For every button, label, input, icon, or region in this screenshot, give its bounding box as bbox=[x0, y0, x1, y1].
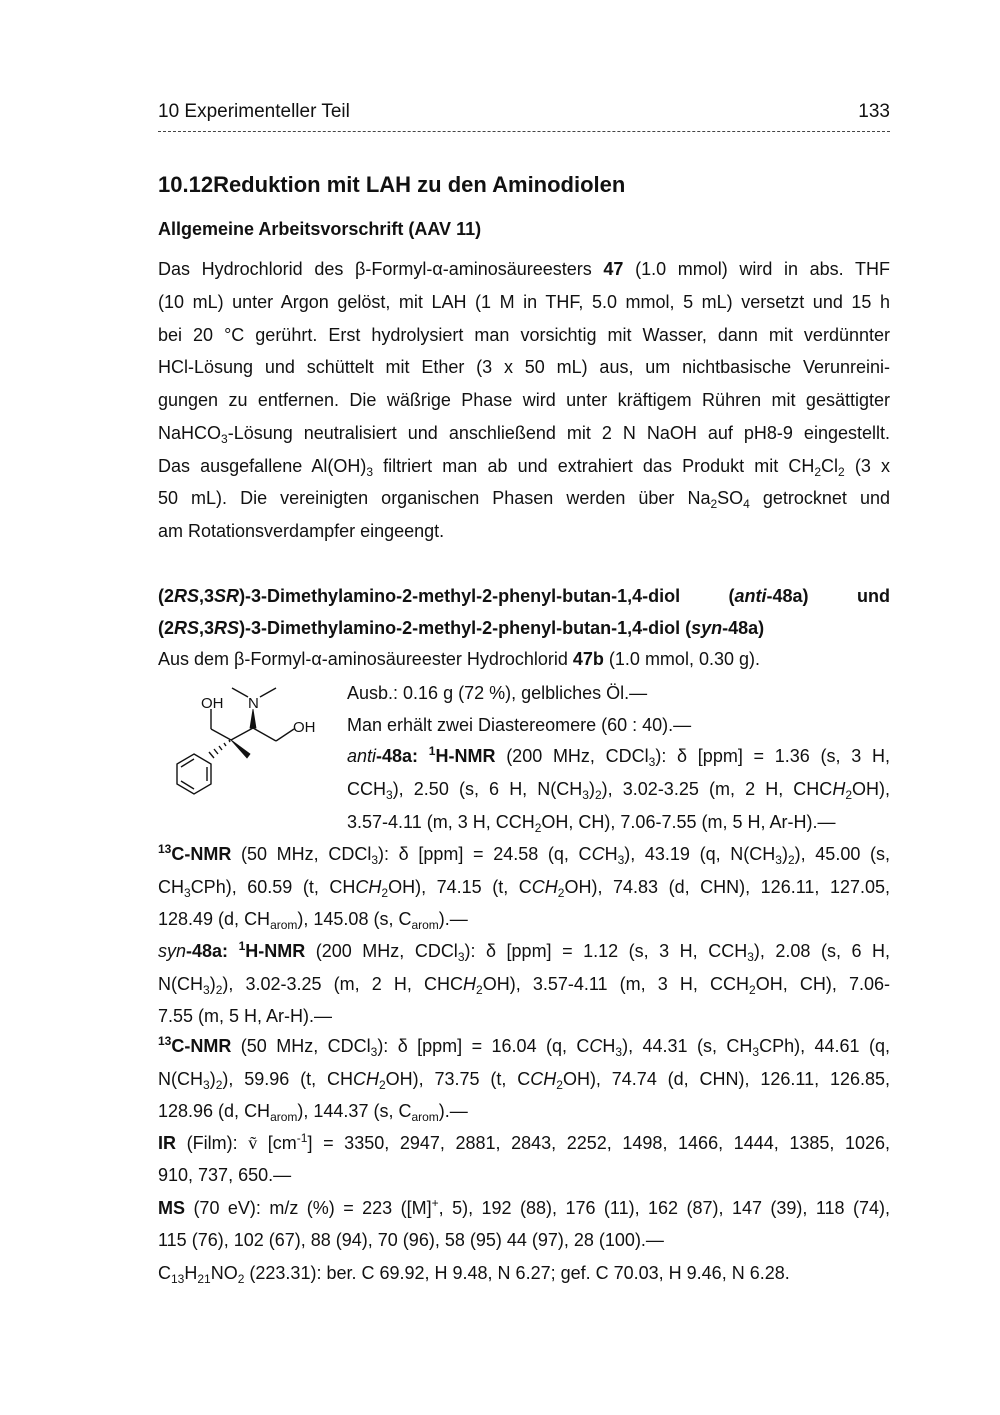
compound-title-syn: (2RS,3RS)-3-Dimethylamino-2-methyl-2-phenyl-butan-1,4-diol (syn-48a) bbox=[158, 618, 765, 638]
procedure-line-5: gungen zu entfernen. Die wäßrige Phase wird unter kräftigem Rühren mit gesättigter bbox=[158, 390, 890, 410]
syn-cnmr-line-2: $N(CH_3)_2$), 59.96 (t, $CHCH_2OH$), 73.75 (t, $CCH_2OH$), 74.74 (d, CHN), 126.11, 126.85, bbox=[158, 1069, 890, 1092]
anti-cnmr-line-2: $CH_3CPh$), 60.59 (t, $CHCH_2OH$), 74.15 (t, $CCH_2OH$), 74.83 (d, CHN), 126.11, 127.05, bbox=[158, 877, 890, 900]
procedure-line-3: bei 20 °C gerührt. Erst hydrolysiert man vorsichtig mit Wasser, dann mit verdünnter bbox=[158, 325, 890, 345]
syn-cnmr-line-1: $^{13}$C-NMR (50 MHz, CDCl$_3$): δ [ppm] = 16.04 (q, $CCH_3$), 44.31 (s, $CH_3CPh$), 44.61 (q, bbox=[158, 1034, 890, 1059]
ir-line-1: IR (Film): ṽ $[cm^{-1}] = 3350$, 2947, 2881, 2843, 2252, 1498, 1466, 1444, 1385, 1026, bbox=[158, 1131, 891, 1153]
anti-hnmr-line-1: anti-48a: $^1$H-NMR (200 MHz, CDCl$_3$): δ [ppm] = 1.36 (s, 3 H, bbox=[347, 744, 890, 769]
running-header bbox=[158, 101, 890, 125]
header-rule bbox=[158, 131, 890, 132]
anti-hnmr-line-2: $CCH_3$), 2.50 (s, 6 H, $N(CH_3)_2$), 3.02-3.25 (m, 2 H, $CHCH_2OH$), bbox=[347, 779, 890, 802]
anti-cnmr-line-3: 128.49 (d, $CH_{arom}$), 145.08 (s, $C_{arom}).—$ bbox=[158, 909, 468, 932]
header-chapter: 10 Experimenteller Teil bbox=[158, 101, 350, 122]
procedure-line-1: Das Hydrochlorid des β-Formyl-α-aminosäureesters 47 (1.0 mmol) wird in abs. THF bbox=[158, 259, 890, 279]
elemental-analysis: $C_{13}H_{21}NO_2$ (223.31): ber. C 69.92, H 9.48, N 6.27; gef. C 70.03, H 9.46, N 6.28. bbox=[158, 1263, 790, 1286]
anti-hnmr-line-3: 3.57-4.11 (m, 3 H, $CCH_2OH$, CH), 7.06-7.55 (m, 5 H, Ar-H).— bbox=[347, 812, 836, 835]
structure-label-oh-right: OH bbox=[293, 719, 316, 736]
structure-label-oh-left: OH bbox=[201, 695, 224, 712]
procedure-line-8: 50 mL). Die vereinigten organischen Phasen werden über $Na_2SO_4$ getrocknet und bbox=[158, 488, 890, 511]
diastereomer-line: Man erhält zwei Diastereomere (60 : 40).— bbox=[347, 715, 692, 735]
syn-hnmr-line-3: 7.55 (m, 5 H, Ar-H).— bbox=[158, 1006, 333, 1026]
page-number: 133 bbox=[858, 101, 890, 122]
section-number: 10.12 bbox=[158, 172, 214, 197]
ms-line-2: 115 (76), 102 (67), 88 (94), 70 (96), 58 (95) 44 (97), 28 (100).— bbox=[158, 1230, 664, 1250]
section-heading bbox=[158, 172, 625, 198]
yield-line: Ausb.: 0.16 g (72 %), gelbliches Öl.— bbox=[347, 683, 648, 703]
ir-line-2: 910, 737, 650.— bbox=[158, 1165, 292, 1185]
compound-source: Aus dem β-Formyl-α-aminosäureester Hydrochlorid 47b (1.0 mmol, 0.30 g). bbox=[158, 649, 760, 669]
structure-label-n: N bbox=[248, 695, 259, 712]
procedure-line-4: HCl-Lösung und schüttelt mit Ether (3 x 50 mL) aus, um nichtbasische Verunreini- bbox=[158, 357, 890, 377]
syn-cnmr-line-3: 128.96 (d, $CH_{arom}$), 144.37 (s, $C_{arom}).—$ bbox=[158, 1101, 468, 1124]
chemical-structure bbox=[158, 678, 338, 858]
procedure-line-6: NaHCO$_3$-Lösung neutralisiert und anschließend mit 2 N NaOH auf pH8-9 eingestellt. bbox=[158, 423, 890, 446]
ms-line-1: MS (70 eV): m/z (%) = 223 ([M]+, 5), 192 (88), 176 (11), 162 (87), 147 (39), 118 (74), bbox=[158, 1196, 891, 1218]
procedure-line-2: (10 mL) unter Argon gelöst, mit LAH (1 M in THF, 5.0 mmol, 5 mL) versetzt und 15 h bbox=[158, 292, 890, 312]
section-title: Reduktion mit LAH zu den Aminodiolen bbox=[213, 172, 626, 197]
syn-hnmr-line-2: $N(CH_3)_2$), 3.02-3.25 (m, 2 H, $CHCH_2OH$), 3.57-4.11 (m, 3 H, $CCH_2OH$, CH), 7.06- bbox=[158, 974, 890, 997]
procedure-line-9: am Rotationsverdampfer eingeengt. bbox=[158, 521, 445, 541]
compound-title-anti: (2RS,3SR)-3-Dimethylamino-2-methyl-2-phenyl-butan-1,4-diol (anti-48a) und bbox=[158, 586, 890, 606]
procedure-line-7: Das ausgefallene $Al(OH)_3$ filtriert man ab und extrahiert das Produkt mit $CH_2Cl_2$ (3 x bbox=[158, 456, 890, 479]
subsection-heading: Allgemeine Arbeitsvorschrift (AAV 11) bbox=[158, 219, 482, 239]
syn-hnmr-line-1: syn-48a: $^1$H-NMR (200 MHz, CDCl$_3$): δ [ppm] = 1.12 (s, 3 H, $CCH_3$), 2.08 (s, 6 H, bbox=[158, 939, 890, 964]
anti-cnmr-line-1: $^{13}$C-NMR (50 MHz, CDCl$_3$): δ [ppm] = 24.58 (q, $CCH_3$), 43.19 (q, $N(CH_3)_2$), 45.00 (s, bbox=[158, 842, 890, 867]
